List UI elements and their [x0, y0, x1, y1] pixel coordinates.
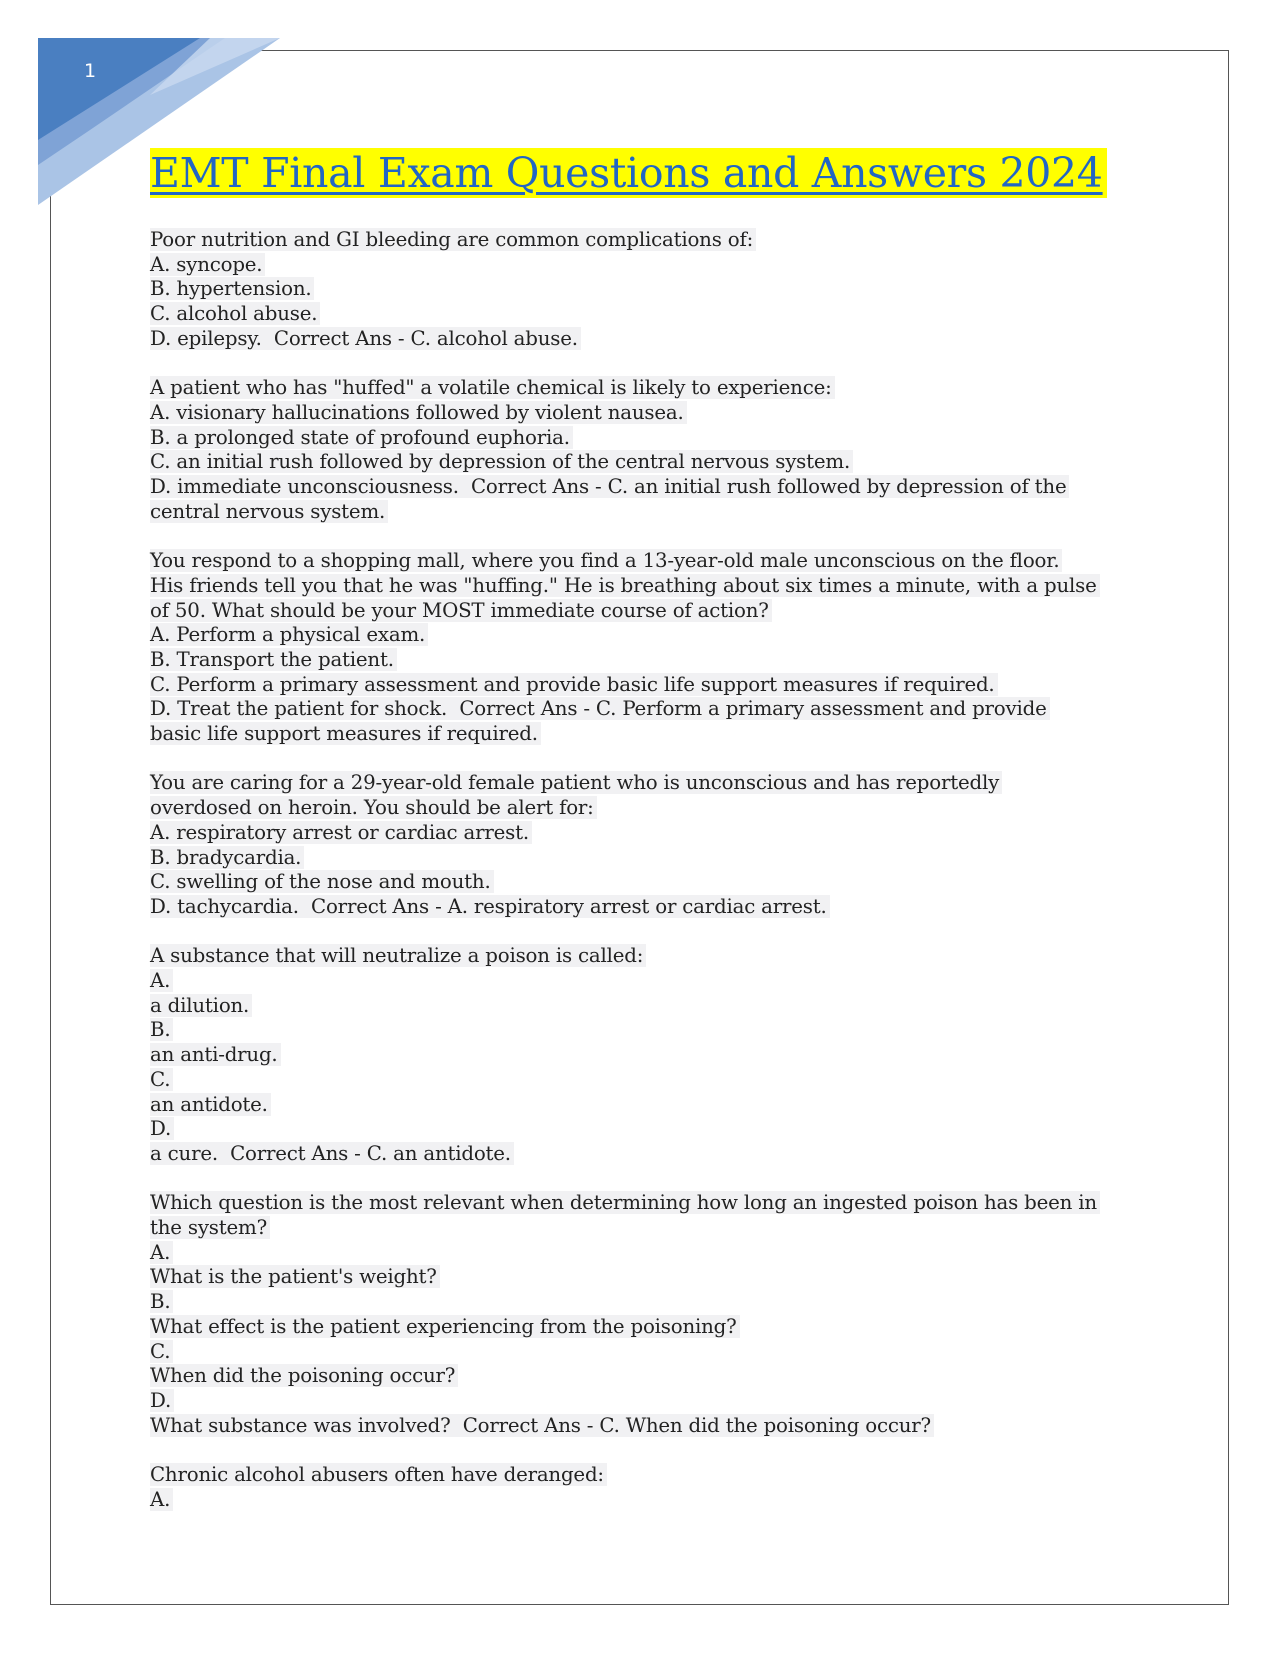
question-line-text: Chronic alcohol abusers often have deranged: [150, 1463, 607, 1486]
question-line [150, 376, 1140, 401]
question-line [150, 1068, 1140, 1093]
question-line [150, 722, 1140, 747]
question-line [150, 500, 1140, 525]
question-line-text: What effect is the patient experiencing from the poisoning? [150, 1315, 740, 1338]
question-line [150, 450, 1140, 475]
question-line-text: B. bradycardia. [150, 846, 304, 869]
question-line [150, 599, 1140, 624]
question-line-text: of 50. What should be your MOST immediate course of action? [150, 599, 772, 622]
question-line-text: His friends tell you that he was "huffing." He is breathing about six times a minute, with a pulse [150, 574, 1100, 597]
question-block [150, 549, 1140, 747]
question-line [150, 994, 1140, 1019]
question-line-text: the system? [150, 1216, 270, 1239]
question-line [150, 253, 1140, 278]
question-list [150, 228, 1140, 1512]
question-line-text: A. syncope. [150, 253, 265, 276]
question-line [150, 648, 1140, 673]
question-line [150, 1414, 1140, 1439]
question-line [150, 1093, 1140, 1118]
question-line [150, 549, 1140, 574]
question-line [150, 1265, 1140, 1290]
question-line [150, 1241, 1140, 1266]
question-block [150, 944, 1140, 1166]
question-line-text: C. Perform a primary assessment and provide basic life support measures if required. [150, 673, 998, 696]
question-line-text: You respond to a shopping mall, where you find a 13-year-old male unconscious on the floor. [150, 549, 1062, 572]
question-line [150, 697, 1140, 722]
question-line-text: D. [150, 1389, 174, 1412]
question-line [150, 673, 1140, 698]
question-line-text: a cure. Correct Ans - C. an antidote. [150, 1142, 514, 1165]
question-line [150, 1364, 1140, 1389]
question-line-text: A. [150, 969, 173, 992]
question-line-text: D. epilepsy. Correct Ans - C. alcohol abuse. [150, 327, 581, 350]
question-line-text: C. [150, 1340, 173, 1363]
question-line [150, 302, 1140, 327]
question-line-text: central nervous system. [150, 500, 388, 523]
question-line [150, 1315, 1140, 1340]
page-number: 1 [84, 60, 97, 82]
question-line-text: A substance that will neutralize a poison is called: [150, 944, 646, 967]
question-block [150, 1191, 1140, 1438]
question-line [150, 1018, 1140, 1043]
question-line-text: C. an initial rush followed by depression of the central nervous system. [150, 450, 853, 473]
question-line [150, 969, 1140, 994]
question-line [150, 327, 1140, 352]
question-line-text: an antidote. [150, 1093, 271, 1116]
document-title: EMT Final Exam Questions and Answers 2024 [150, 148, 1107, 198]
question-line-text: B. hypertension. [150, 277, 314, 300]
question-line [150, 1340, 1140, 1365]
question-line [150, 1191, 1140, 1216]
question-line [150, 228, 1140, 253]
question-line [150, 574, 1140, 599]
question-line [150, 623, 1140, 648]
question-line-text: A. [150, 1241, 173, 1264]
question-line-text: D. tachycardia. Correct Ans - A. respiratory arrest or cardiac arrest. [150, 895, 830, 918]
question-line [150, 1488, 1140, 1513]
question-line-text: C. swelling of the nose and mouth. [150, 870, 494, 893]
question-line [150, 870, 1140, 895]
question-line [150, 475, 1140, 500]
question-line-text: overdosed on heroin. You should be alert for: [150, 796, 597, 819]
question-line [150, 1142, 1140, 1167]
question-line-text: Which question is the most relevant when determining how long an ingested poison has been in [150, 1191, 1100, 1214]
question-line [150, 1117, 1140, 1142]
question-line [150, 1389, 1140, 1414]
question-line-text: B. [150, 1290, 173, 1313]
question-block [150, 1463, 1140, 1512]
question-line-text: B. Transport the patient. [150, 648, 397, 671]
question-line-text: B. [150, 1018, 173, 1041]
question-line-text: basic life support measures if required. [150, 722, 541, 745]
question-line [150, 771, 1140, 796]
question-line-text: A. visionary hallucinations followed by violent nausea. [150, 401, 687, 424]
question-line-text: A. respiratory arrest or cardiac arrest. [150, 821, 532, 844]
question-block [150, 771, 1140, 919]
question-line-text: When did the poisoning occur? [150, 1364, 458, 1387]
question-line-text: Poor nutrition and GI bleeding are common complications of: [150, 228, 756, 251]
question-line-text: A patient who has "huffed" a volatile chemical is likely to experience: [150, 376, 835, 399]
question-line-text: an anti-drug. [150, 1043, 281, 1066]
question-line-text: C. alcohol abuse. [150, 302, 320, 325]
question-line-text: D. Treat the patient for shock. Correct Ans - C. Perform a primary assessment and provide [150, 697, 1050, 720]
question-line-text: B. a prolonged state of profound euphoria. [150, 426, 573, 449]
question-line-text: What is the patient's weight? [150, 1265, 440, 1288]
question-line [150, 846, 1140, 871]
question-line [150, 796, 1140, 821]
question-line [150, 426, 1140, 451]
question-line [150, 944, 1140, 969]
question-line [150, 277, 1140, 302]
question-line-text: A. [150, 1488, 173, 1511]
question-block [150, 228, 1140, 352]
document-content [150, 148, 1140, 1537]
question-block [150, 376, 1140, 524]
question-line-text: You are caring for a 29-year-old female patient who is unconscious and has reportedly [150, 771, 1002, 794]
question-line [150, 895, 1140, 920]
question-line-text: C. [150, 1068, 173, 1091]
question-line [150, 1290, 1140, 1315]
question-line [150, 1216, 1140, 1241]
question-line [150, 1463, 1140, 1488]
question-line [150, 401, 1140, 426]
question-line-text: A. Perform a physical exam. [150, 623, 428, 646]
question-line [150, 821, 1140, 846]
question-line [150, 1043, 1140, 1068]
question-line-text: D. [150, 1117, 174, 1140]
question-line-text: D. immediate unconsciousness. Correct Ans - C. an initial rush followed by depression of the [150, 475, 1069, 498]
question-line-text: a dilution. [150, 994, 252, 1017]
question-line-text: What substance was involved? Correct Ans - C. When did the poisoning occur? [150, 1414, 934, 1437]
